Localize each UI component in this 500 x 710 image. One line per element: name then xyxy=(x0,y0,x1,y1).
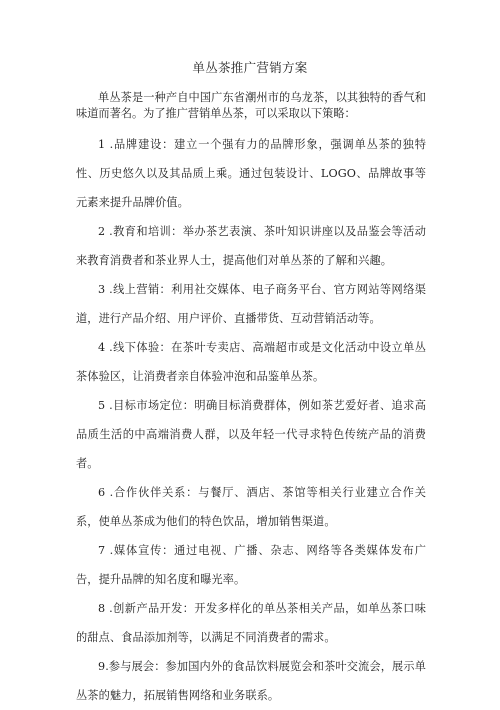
intro-paragraph: 单丛茶是一种产自中国广东省潮州市的乌龙茶，以其独特的香气和味道而著名。为了推广营销单丛茶，可以采取以下策略： xyxy=(76,91,426,120)
document-body xyxy=(76,90,426,710)
document-title: 单丛茶推广营销方案 xyxy=(192,60,308,75)
strategy-item-9: 9.参与展会：参加国内外的食品饮料展览会和茶叶交流会，展示单丛茶的魅力，拓展销售网络和业务联系。 xyxy=(76,660,426,702)
strategy-item-4: 4 .线下体验：在茶叶专卖店、高端超市或是文化活动中设立单丛茶体验区，让消费者亲自体验冲泡和品鉴单丛茶。 xyxy=(76,341,426,383)
strategy-item-2: 2 .教育和培训：举办茶艺表演、茶叶知识讲座以及品鉴会等活动来教育消费者和茶业界人士，提高他们对单丛茶的了解和兴趣。 xyxy=(76,225,426,267)
strategy-item-3: 3 .线上营销：利用社交媒体、电子商务平台、官方网站等网络渠道，进行产品介绍、用户评价、直播带货、互动营销活动等。 xyxy=(76,283,426,325)
strategy-item-1: 1 .品牌建设：建立一个强有力的品牌形象，强调单丛茶的独特性、历史悠久以及其品质上乘。通过包装设计、LOGO、品牌故事等元素来提升品牌价值。 xyxy=(76,138,426,209)
strategy-item-8: 8 .创新产品开发：开发多样化的单丛茶相关产品，如单丛茶口味的甜点、食品添加剂等，以满足不同消费者的需求。 xyxy=(76,602,426,644)
strategy-item-5: 5 .目标市场定位：明确目标消费群体，例如茶艺爱好者、追求高品质生活的中高端消费人群，以及年轻一代寻求特色传统产品的消费者。 xyxy=(76,399,426,470)
strategy-item-6: 6 .合作伙伴关系：与餐厅、酒店、茶馆等相关行业建立合作关系，使单丛茶成为他们的特色饮品，增加销售渠道。 xyxy=(76,486,426,528)
strategy-item-7: 7 .媒体宣传：通过电视、广播、杂志、网络等各类媒体发布广告，提升品牌的知名度和曝光率。 xyxy=(76,544,426,586)
